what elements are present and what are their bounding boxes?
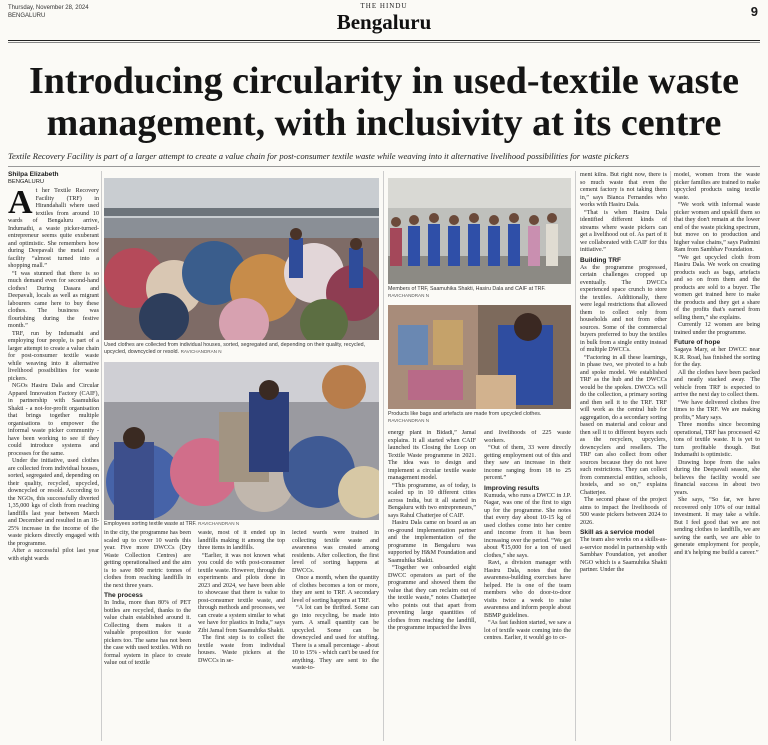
page-number: 9: [750, 4, 758, 19]
paragraph: lected wards were trained in collecting textile waste and awareness was created among residents. After collection, the first level of sorting happens at DWCCs.: [292, 530, 379, 574]
masthead-divider-thin: [8, 42, 760, 43]
column-7: [580, 172, 667, 742]
paragraph: As the programme progressed, certain challenges cropped up eventually. The DWCCs experienced space crunch to store the textiles. Additionally, there were legal restrictions that allowed them to collect only from households and not from other sources. Some of the commercial buyers preferred to buy the textiles in bulk from a single entity instead of multiple DWCCs.: [580, 264, 667, 353]
paragraph: ment kilns. But right now, there is so much waste that even the cement factory is not taking them in,” says Bianca Fernandes who works with Hasiru Dala.: [580, 172, 667, 208]
photo-caption: [388, 286, 571, 299]
column-rule: [575, 171, 576, 741]
photo-credit: RAVICHANDRAN N: [388, 417, 430, 423]
photo-team: [388, 178, 571, 284]
photo-caption: [388, 411, 571, 424]
photo-clothes-heap-illustration: [104, 178, 379, 340]
paragraph: NGOs Hasiru Dala and Circular Apparel Innovation Factory (CAIF), in partnership with Saamuhika Shakti - a not-for-profit organisation that brings together multiple organisations to empower the informal waste picker community - have been working to see if they could introduce systems and processes for the same.: [8, 383, 99, 457]
paragraph: In India, more than 80% of PET bottles are recycled, thanks to the value chain established around it. Collecting them makes it a valuable proposition for waste pickers too. The same has not been the case with used textiles. With no formal system in place to create value out of textile: [104, 600, 191, 666]
paragraph: The team also works on a skills-as-a-service model in partnership with Sambhav Foundation, yet another NGO which is a Saamuhika Shakti partner. Under the: [580, 537, 667, 573]
column-1: [8, 171, 99, 741]
paragraph: She says, “So far, we have recovered only 10% of our initial investment. It may take a while. But I feel good that we are not sending clothes to landfills, we are saving the earth, we are able to generate employment for people, and it's helping me build a career.”: [674, 497, 760, 556]
photo-credit: RAVICHANDRAN N: [180, 348, 222, 354]
photo-upcycled-products-illustration: [388, 305, 571, 409]
photo-credit: RAVICHANDRAN N: [198, 521, 240, 526]
photo-caption: [104, 342, 379, 355]
dateline: BENGALURU: [8, 179, 45, 185]
paragraph: “A lot can be thrifted. Some can go into recycling, be made into yarn. A small quantity can be upcycled. Some can be downcycled and used for stuffing. There is a small percentage - about 10 to 15% - which can't be used for anything. They are sent to the waste-to-: [292, 605, 379, 671]
paragraph: After a successful pilot last year with eight wards: [8, 548, 99, 562]
paragraph: “I was stunned that there is so much demand even for second-hand clothes! During Dasara and Deepavali, locals as well as migrant labourers came here to buy these clothes. The business was flourishing during the festive month.”: [8, 270, 99, 329]
paragraph: Ravi, a division manager with Hasiru Dala, notes that the awareness-building exercises have helped. He is one of the team members who do door-to-door visits twice a week to raise awareness and inform people about BBMP guidelines.: [484, 560, 571, 619]
subheading: Skill as a service model: [580, 529, 655, 536]
paragraph: “Together we onboarded eight DWCC operators as part of the programme and showed them the value that they can reclaim out of the textile waste,” notes Chatterjee who points out that apart from preventing large quantities of clothes from reaching the landfill, the programme impacted the lives: [388, 565, 476, 631]
photo-caption-text: Products like bags and artefacts are made from upcycled clothes.: [388, 411, 542, 417]
paragraph: “Out of them, 33 were directly getting employment out of this and they saw an increase in their income ranging from 18 to 25 percent.”: [484, 445, 571, 481]
paragraph: “Factoring in all these learnings, in phase two, we pivoted to a hub and spoke model. We established TRF as the hub and the DWCCs would be the spokes. DWCCs will do the collection, a primary sorting and then sell it to the TRF. TRF will work as the central hub for aggregation, do a secondary sorting based on material and colour and then sell it to different buyers such as the recyclers, upcyclers, downcyclers and resellers. The TRF can also collect from other sources because they do not have such restrictions. They can collect from commercial entities, schools, hostels, and so on,” explains Chatterjee.: [580, 354, 667, 496]
paragraph: “That is when Hasiru Dala identified different kinds of streams where waste pickers can get a livelihood out of. As part of it we collaborated with CAIF for this initiative.”: [580, 209, 667, 253]
paragraph: waste, most of it ended up in landfills making it among the top three items in landfills.: [198, 530, 285, 551]
paragraph: All the clothes have been packed and neatly stacked away. The vehicle from TRF is expected to arrive the next day to collect them.: [674, 369, 760, 398]
photo-caption-text: Used clothes are collected from individual houses, sorted, segregated and, depending on their quality, recycled, upcycled, downcycled or resold.: [104, 342, 366, 355]
headline-line-2: management, with inclusivity at its centre: [46, 102, 722, 144]
column-rule: [101, 171, 102, 741]
edition-city: BENGALURU: [8, 13, 46, 19]
photo-sorting-textiles: [104, 362, 379, 520]
section-title: Bengaluru: [336, 10, 432, 34]
paragraph: and livelihoods of 225 waste workers.: [484, 430, 571, 444]
column-6: [484, 430, 571, 742]
photo-caption: [104, 521, 379, 528]
paragraph: Three months since becoming operational, TRF has processed 42 tons of textile waste. It is yet to turn profitable though. But Indumathi is optimistic.: [674, 422, 760, 458]
paragraph: “We get upcycled cloth from Hasiru Dala. We work on creating products such as bags, artefacts and so on from them and the products are sold to a buyer. The women get trained here to make the products and they get a share of the profits that's earned from selling them,” she explains.: [674, 254, 760, 321]
paragraph: Under the initiative, used clothes are collected from individual houses, sorted, segregated and, depending on their quality, recycled, upcycled, downcycled or resold. According to the NGOs, this successfully diverted 1,35,000 kgs of cloth from reaching landfills last year between March and December and resulted in an 18-25% increase in the income of the waste pickers directly engaged with the programme.: [8, 458, 99, 547]
headline: [8, 60, 760, 144]
paragraph: Drawing hope from the sales during the Deepavali season, she believes the facility would see financial success in about two years.: [674, 459, 760, 496]
paragraph: The second phase of the project aims to impact the livelihoods of 500 waste pickers between 2024 to 2026.: [580, 497, 667, 526]
photo-upcycled-products: [388, 305, 571, 409]
paragraph: Hasiru Dala came on board as an on-ground implementation partner and the implementation of the programme in Bengaluru was supported by H&M Foundation and Saamuhika Shakti.: [388, 520, 476, 564]
subheading: Improving results: [484, 484, 540, 492]
paragraph: Currently 12 women are being trained under the programme.: [674, 322, 760, 336]
column-3: [198, 530, 285, 742]
paragraph: t her Textile Recovery Facility (TRF) in Hirandahalli where used textiles from around 10 wards of Bengaluru arrive, Indumathi, a waste picker-turned-entrepreneur seems quite exuberant and optimistic. She remembers how during Deepavali the metal roof facility “almost turned into a shopping mall.”: [8, 188, 99, 269]
paragraph: in the city, the programme has been scaled up to cover 10 wards this year. Five more DWCCs (Dry Waste Collection Centres) are getting operationalised and the aim is to save 800 metric tonnes of clothes from reaching landfills in the next three years.: [104, 530, 191, 589]
column-rule: [383, 171, 384, 741]
drop-cap: A: [8, 184, 33, 221]
photo-caption-text: Employees sorting textile waste at TRF.: [104, 521, 197, 527]
column-5: [388, 430, 476, 742]
paragraph: “Earlier, it was not known what you could do with post-consumer textile waste. However, through the experiments and pilots done in 2023 and 2024, we have been able to showcase that there is value to post-consumer textile waste, and through methods and processes, we can create a system similar to what we have for plastics in India,” says Zibi Jamal from Saamuhika Shakti.: [198, 552, 285, 634]
paragraph: The first step is to collect the textile waste from individual houses. Waste pickers at the DWCCs in se-: [198, 635, 285, 664]
publication-name: THE HINDU: [360, 2, 408, 10]
deck-divider: [8, 166, 760, 167]
column-2: [104, 530, 191, 742]
photo-credit: RAVICHANDRAN N: [388, 292, 430, 298]
paragraph: TRF, run by Indumathi and employing four people, is part of a larger attempt to create a value chain for post-consumer textile waste while weaving into it alternative livelihood possibilities for waste pickers.: [8, 330, 99, 382]
paragraph: “We work with informal waste picker women and upskill them so that they don't remain at the lower end of the waste picking spectrum, but move on to production and higher value chains,” says Padmini Ram from Sambhav Foundation.: [674, 202, 760, 253]
byline: Shilpa Elizabeth: [8, 171, 59, 178]
photo-team-illustration: [388, 178, 571, 284]
column-8: [674, 172, 760, 742]
photo-sorting-textiles-illustration: [104, 362, 379, 520]
paragraph: Sagaya Mary, at her DWCC near K.R. Road, has finished the sorting for the day.: [674, 347, 760, 368]
paragraph: energy plant in Bidadi,” Jamal explains. It all started when CAIF launched its Closing the Loop on Textile Waste programme in 2021. The idea was to design and implement a circular textile waste management model.: [388, 430, 476, 481]
masthead-divider: [8, 40, 760, 41]
paragraph: Once a month, when the quantity of clothes becomes a ton or more, they are sent to TRF. A secondary level of sorting happens at TRF.: [292, 575, 379, 604]
photo-clothes-heap: [104, 178, 379, 340]
subheading: The process: [104, 592, 143, 599]
subheading: Future of hope: [674, 339, 721, 346]
issue-date: Thursday, November 28, 2024: [8, 5, 89, 11]
paragraph: “As fast fashion started, we saw a lot of textile waste coming into the centres. Earlier, it would go to ce-: [484, 620, 571, 641]
paragraph: Kumuda, who runs a DWCC in J.P. Nagar, was one of the first to sign up for the programme. She notes that every day about 10-15 kg of used clothes come into her centre and income from it has been increasing over the period. “We get about ₹15,000 for a ton of used clothes,” she says.: [484, 492, 571, 559]
paragraph: “This programme, as of today, is scaled up in 10 different cities across India, but it all started in Bengaluru with two entrepreneurs,” says Rahul Chatterjee of CAIF.: [388, 482, 476, 519]
paragraph: model, women from the waste picker families are trained to make upcycled products using textile waste.: [674, 172, 760, 201]
subheading: Building TRF: [580, 256, 622, 264]
paragraph: “We have delivered clothes five times to the TRF. We are making profits,” Mary says.: [674, 399, 760, 421]
column-4: [292, 530, 379, 742]
deck: Textile Recovery Facility is part of a larger attempt to create a value chain for post-consumer textile waste while weaving into it alternative livelihood possibilities for waste pickers: [8, 151, 629, 161]
headline-line-1: Introducing circularity in used-textile waste: [29, 60, 739, 102]
column-rule: [670, 171, 671, 741]
photo-caption-text: Members of TRF, Saamuhika Shakti, Hasiru Dala and CAIF at TRF.: [388, 286, 546, 292]
